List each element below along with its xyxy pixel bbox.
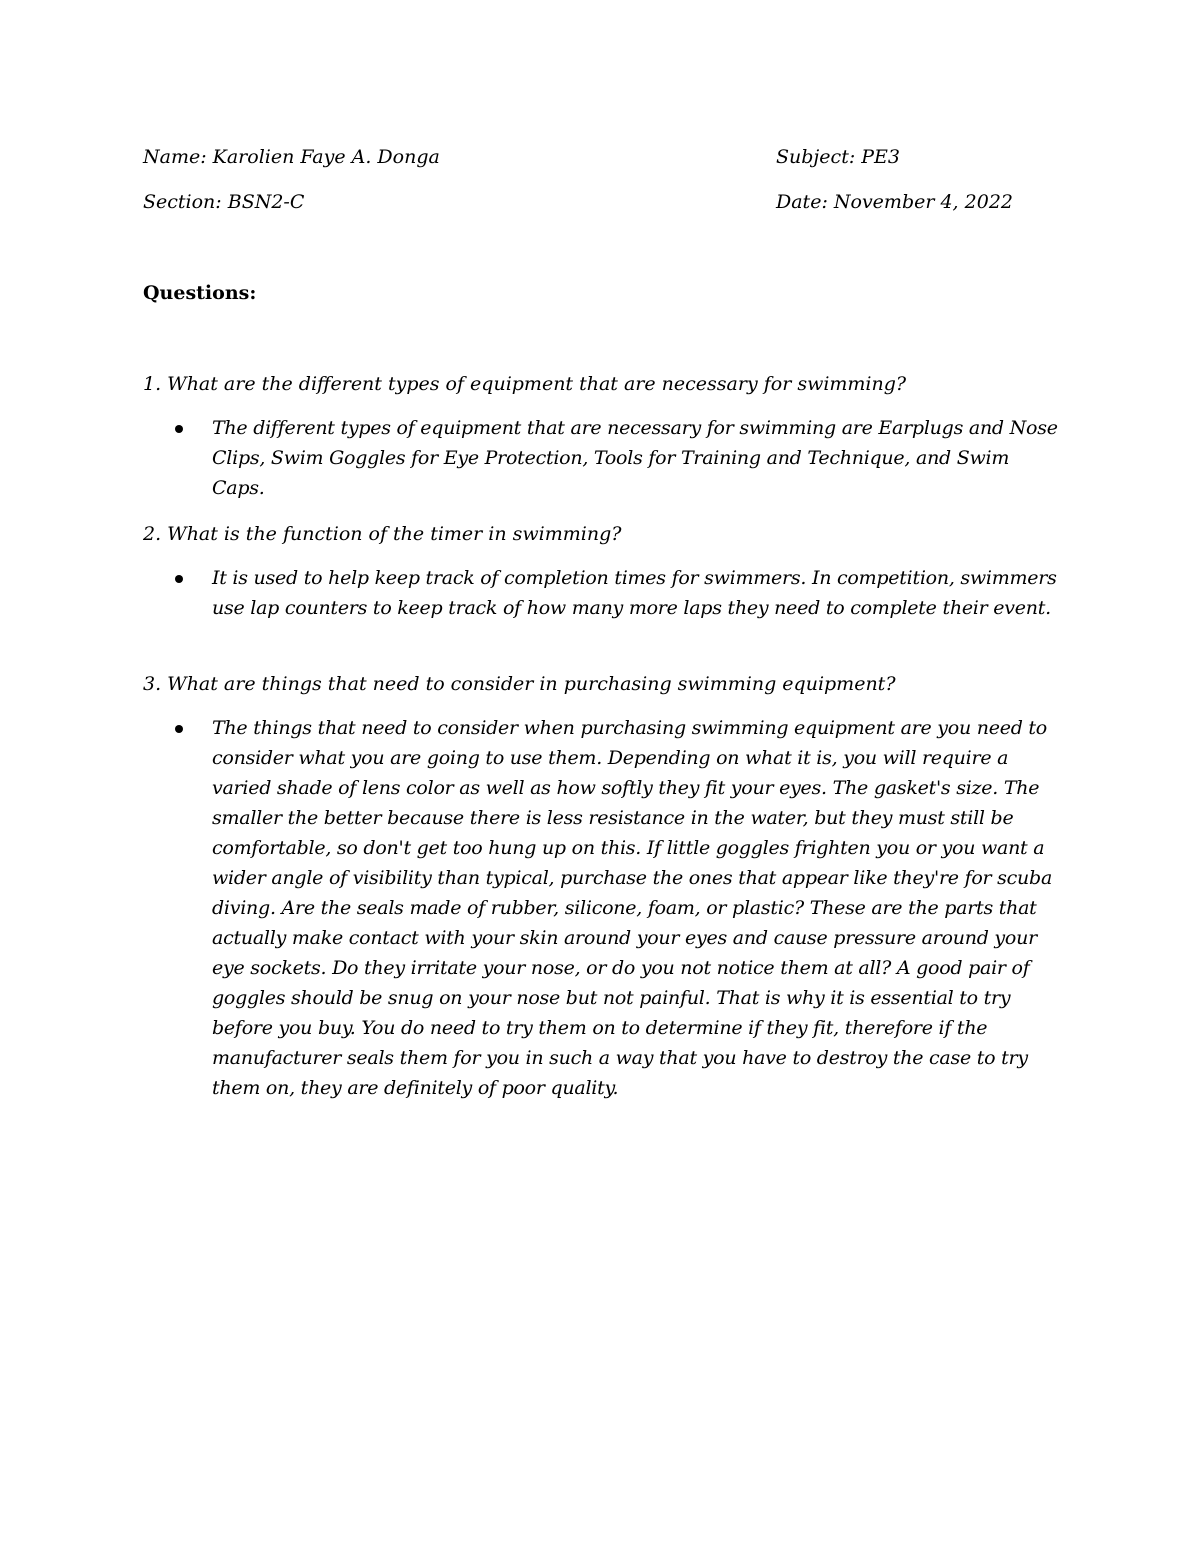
answer-3: The things that need to consider when purchasing swimming equipment are you need to consider what you are going to use them. Depending on what it is, you will require a varied shade of lens color as well as how softly they fit your eyes. The gasket's size. The smaller the better because there is less resistance in the water, but they must still be comfortable, so don't get too hung up on this. If little goggles frighten you or you want a wider angle of visibility than typical, purchase the ones that appear like they're for scuba diving. Are the seals made of rubber, silicone, foam, or plastic? These are the parts that actually make contact with your skin around your eyes and cause pressure around your eye sockets. Do they irritate your nose, or do you not notice them at all? A good pair of goggles should be snug on your nose but not painful. That is why it is essential to try before you buy. You do need to try them on to determine if they fit, therefore if the manufacturer seals them for you in such a way that you have to destroy the case to try them on, they are definitely of poor quality. [212,717,1053,1099]
question-2: 2. What is the function of the timer in swimming? [143,523,622,545]
question-3: 3. What are things that need to consider in purchasing swimming equipment? [143,673,896,695]
bullet-icon [175,425,183,433]
question-block-3 [143,669,1073,1103]
section: Section: BSN2-C [143,191,305,213]
answer-1: The different types of equipment that are necessary for swimming are Earplugs and Nose Clips, Swim Goggles for Eye Protection, Tools for Training and Technique, and Swim Caps. [212,417,1058,499]
question-block-1 [143,369,1073,503]
subject: Subject: PE3 [776,146,901,168]
questions-heading: Questions: [143,282,257,304]
bullet-icon [175,725,183,733]
answer-item-2 [143,563,1067,623]
answer-2: It is used to help keep track of completion times for swimmers. In competition, swimmers use lap counters to keep track of how many more laps they need to complete their event. [212,567,1057,619]
question-block-2 [143,519,1073,623]
student-name: Name: Karolien Faye A. Donga [143,146,440,168]
answer-item-3 [143,713,1067,1103]
bullet-icon [175,575,183,583]
date: Date: November 4, 2022 [776,191,1013,213]
answer-item-1 [143,413,1067,503]
question-1: 1. What are the different types of equipment that are necessary for swimming? [143,373,907,395]
